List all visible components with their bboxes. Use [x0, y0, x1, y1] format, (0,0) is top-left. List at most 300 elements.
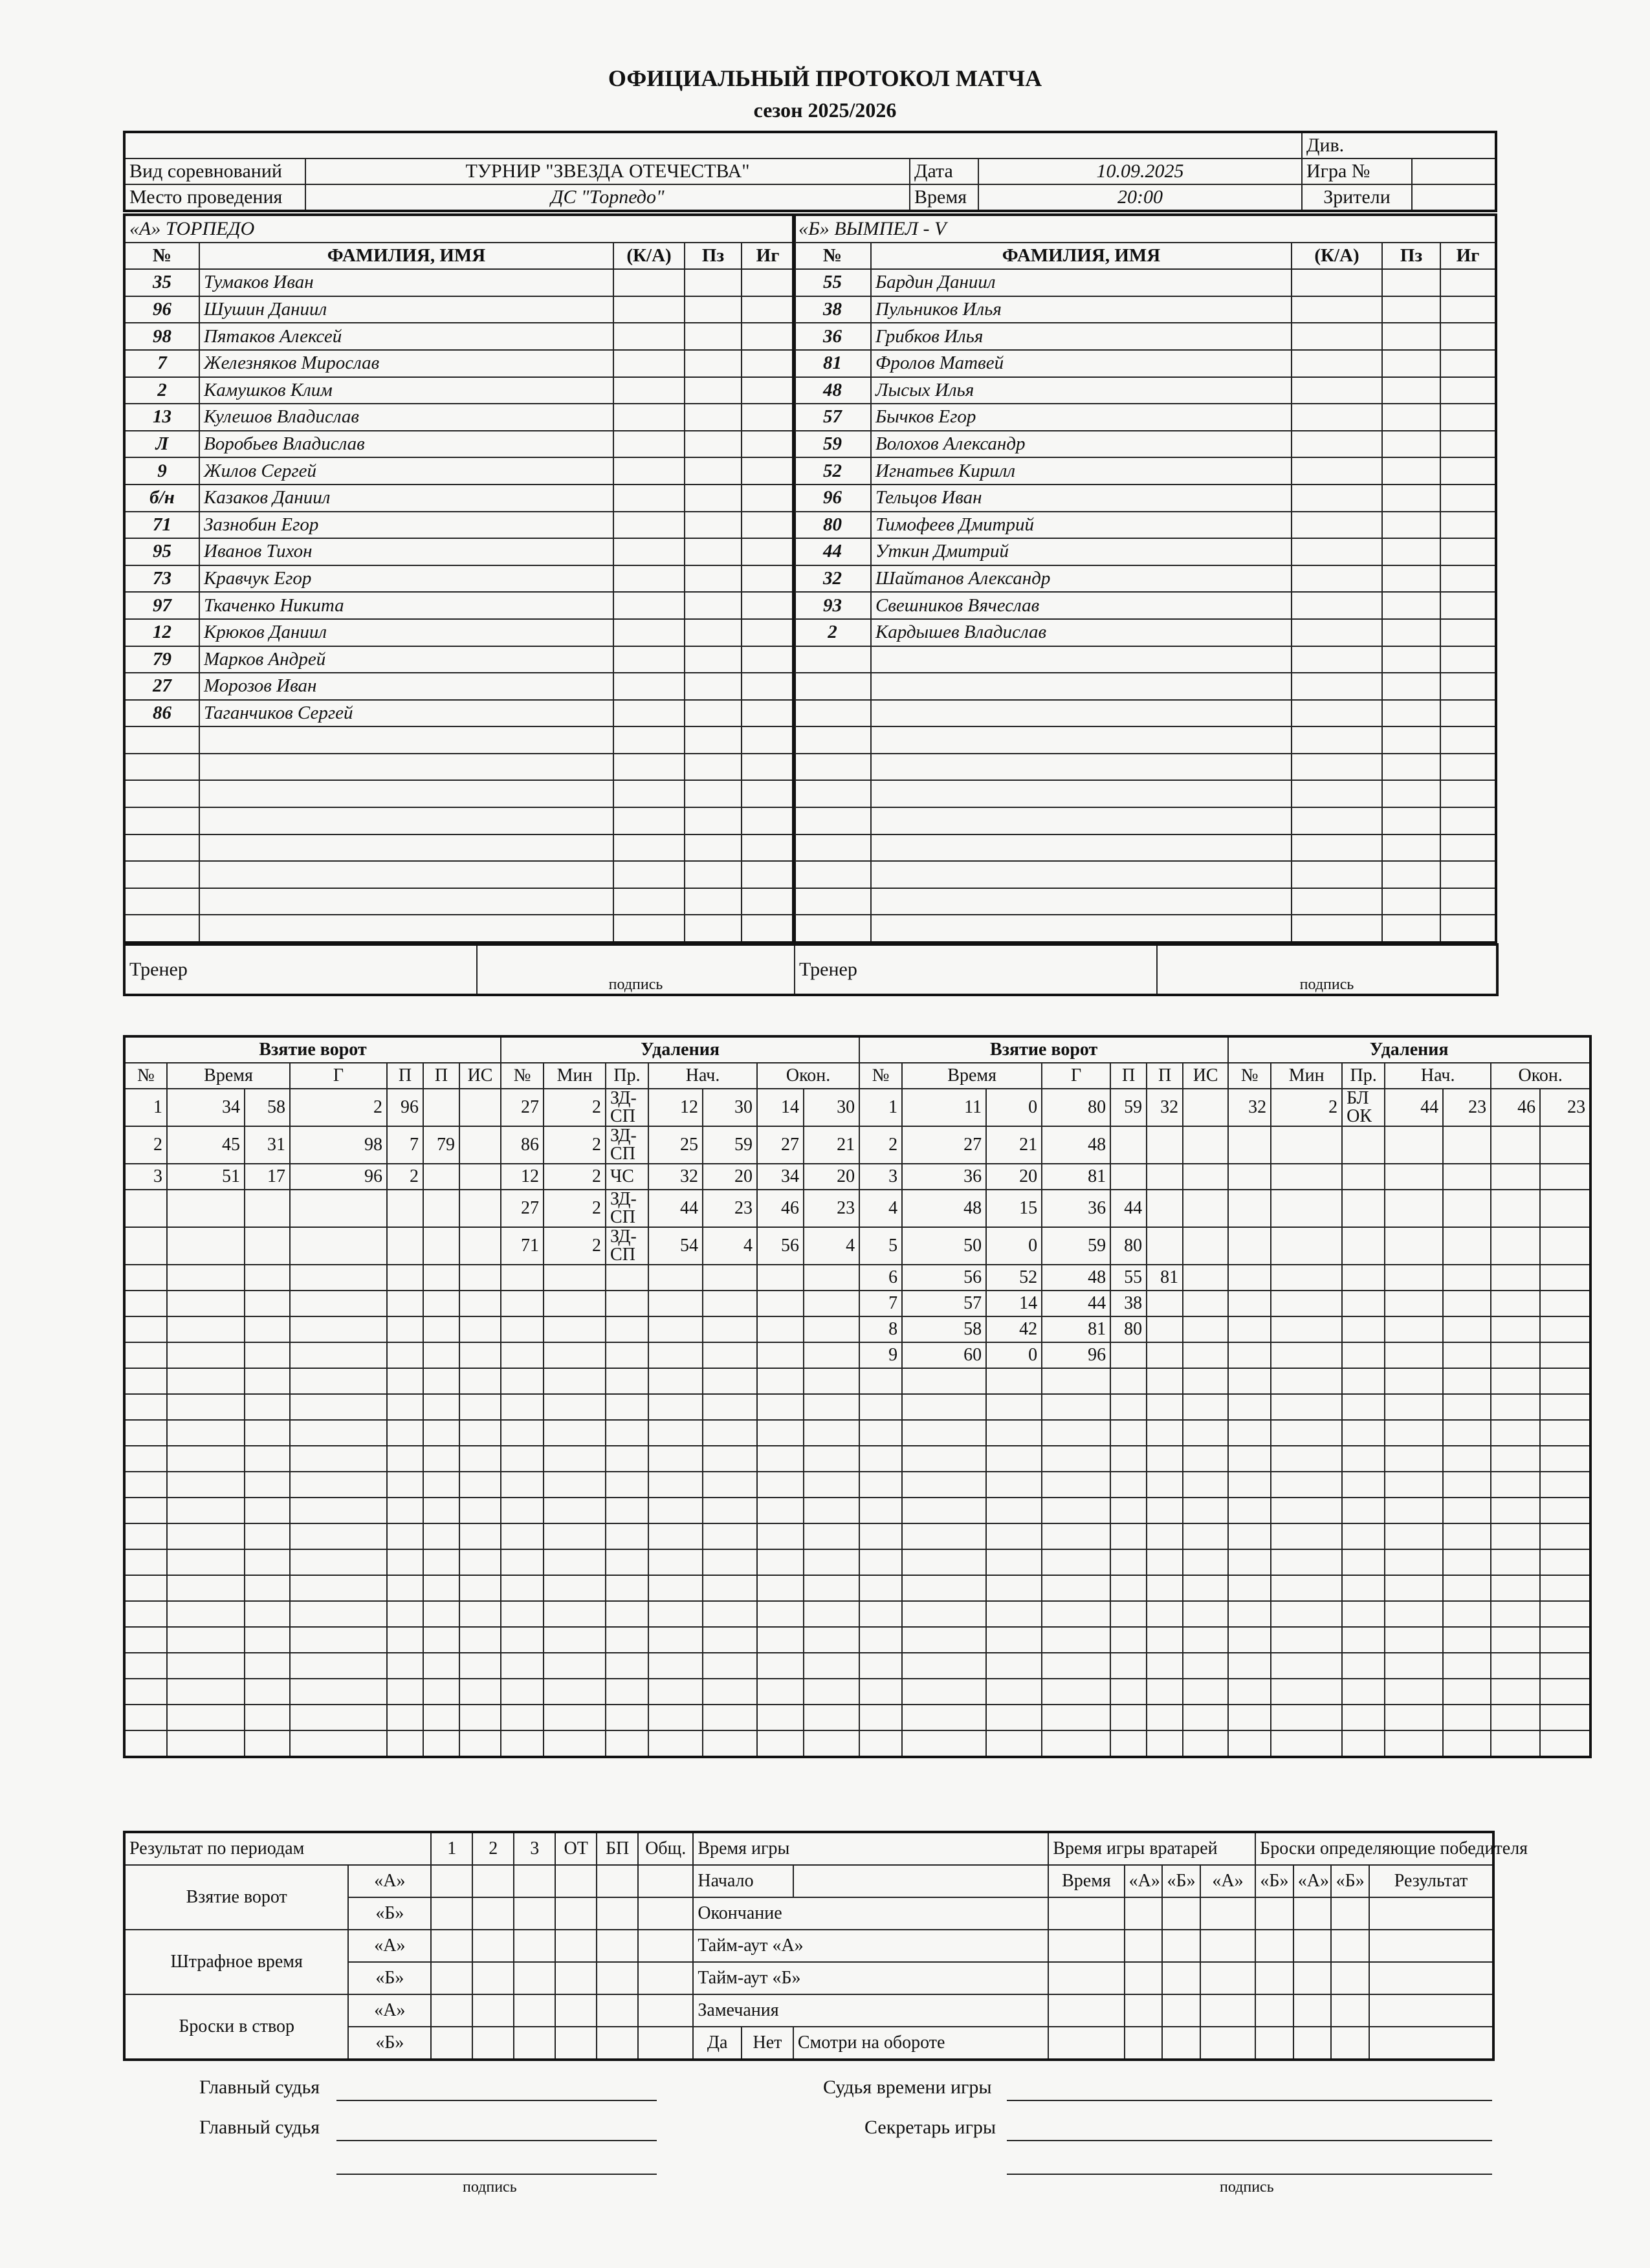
goal-cell: [423, 1394, 459, 1420]
player-pz: [685, 646, 742, 673]
penalty-cell: [606, 1265, 648, 1291]
penalty-cell: [703, 1601, 757, 1627]
roster-row: [124, 269, 795, 296]
player-ka: [613, 269, 685, 296]
goal-cell: [986, 1368, 1042, 1394]
player-ka: [613, 485, 685, 512]
goal-cell: [290, 1705, 387, 1730]
penalty-cell: 20: [703, 1164, 757, 1190]
goal-cell: [290, 1342, 387, 1368]
roster-row: [793, 754, 1496, 781]
penalty-cell: [606, 1498, 648, 1523]
goal-cell: 44: [1042, 1291, 1110, 1316]
penalty-cell: [544, 1549, 606, 1575]
player-number: [793, 780, 871, 807]
penalty-cell: [1540, 1549, 1590, 1575]
player-number: [124, 807, 199, 834]
goal-cell: [245, 1653, 290, 1679]
roster-row: [124, 485, 795, 512]
penalty-cell: [804, 1730, 859, 1757]
player-ig: [742, 350, 795, 377]
penalty-cell: [1228, 1653, 1271, 1679]
penalty-cell: [1385, 1291, 1443, 1316]
player-ig: [742, 404, 795, 431]
penalty-cell: [1491, 1227, 1540, 1265]
penalty-cell: [1271, 1126, 1342, 1164]
goal-cell: [124, 1265, 167, 1291]
player-name: Фролов Матвей: [871, 350, 1292, 377]
goal-cell: [290, 1446, 387, 1472]
goal-cell: [1110, 1164, 1147, 1190]
penalty-cell: [1342, 1472, 1385, 1498]
penalty-cell: 71: [501, 1227, 544, 1265]
chief-referee-2-line: [336, 2140, 657, 2141]
penalty-cell: [703, 1342, 757, 1368]
player-number: [793, 673, 871, 700]
player-pz: [685, 834, 742, 862]
penalty-cell: [1342, 1601, 1385, 1627]
player-name: [199, 780, 613, 807]
event-row: [124, 1316, 1590, 1342]
goal-cell: [1183, 1394, 1228, 1420]
goal-cell: 96: [387, 1089, 423, 1126]
goal-cell: 2: [124, 1126, 167, 1164]
player-ig: [1440, 404, 1496, 431]
goal-cell: [124, 1549, 167, 1575]
player-number: 36: [793, 323, 871, 350]
goal-cell: [859, 1420, 902, 1446]
player-number: [793, 646, 871, 673]
goal-col-header: П: [387, 1063, 423, 1089]
penalty-cell: [1540, 1368, 1590, 1394]
goal-cell: [1110, 1446, 1147, 1472]
penalty-cell: [703, 1420, 757, 1446]
roster-row: [124, 700, 795, 727]
goal-cell: 9: [859, 1342, 902, 1368]
player-ig: [1440, 754, 1496, 781]
player-pz: [685, 350, 742, 377]
goal-cell: 48: [1042, 1265, 1110, 1291]
secretary-sign-line: [1007, 2174, 1492, 2175]
goal-cell: [1042, 1601, 1110, 1627]
penalty-cell: ЗД-СП: [606, 1190, 648, 1227]
goal-cell: [986, 1498, 1042, 1523]
penalty-cell: [1228, 1498, 1271, 1523]
goal-col-header: Время: [167, 1063, 290, 1089]
goal-cell: [423, 1291, 459, 1316]
goal-cell: [423, 1705, 459, 1730]
goal-cell: [1183, 1368, 1228, 1394]
penalty-cell: [1342, 1679, 1385, 1705]
goal-cell: [459, 1227, 501, 1265]
goal-cell: [290, 1227, 387, 1265]
penalty-cell: [648, 1265, 703, 1291]
player-number: 98: [124, 323, 199, 350]
penalty-cell: [501, 1549, 544, 1575]
goal-cell: 1: [859, 1089, 902, 1126]
player-name: Железняков Мирослав: [199, 350, 613, 377]
event-row: [124, 1342, 1590, 1368]
penalty-cell: [501, 1394, 544, 1420]
goal-cell: [167, 1679, 245, 1705]
roster-row: [793, 780, 1496, 807]
goal-cell: [1183, 1705, 1228, 1730]
player-number: 57: [793, 404, 871, 431]
end-label: Окончание: [693, 1897, 1048, 1930]
penalty-cell: [1443, 1705, 1491, 1730]
roster-team-a: [123, 213, 796, 944]
player-ig: [1440, 377, 1496, 404]
goal-cell: [986, 1549, 1042, 1575]
player-ig: [742, 296, 795, 323]
penalty-cell: [1540, 1316, 1590, 1342]
goal-cell: [290, 1575, 387, 1601]
player-pz: [1382, 915, 1440, 943]
event-row: [124, 1394, 1590, 1420]
penalty-cell: [501, 1368, 544, 1394]
goal-cell: [167, 1190, 245, 1227]
penalty-cell: [1443, 1575, 1491, 1601]
goal-cell: [290, 1627, 387, 1653]
penalty-cell: [1271, 1368, 1342, 1394]
roster-row: [793, 377, 1496, 404]
goal-cell: [423, 1190, 459, 1227]
goal-cell: [1110, 1420, 1147, 1446]
penalty-cell: [1540, 1190, 1590, 1227]
player-ka: [1292, 888, 1382, 915]
player-ig: [742, 726, 795, 754]
penalty-cell: [1271, 1164, 1342, 1190]
penalty-cell: [1228, 1291, 1271, 1316]
goal-cell: [459, 1164, 501, 1190]
penalty-cell: [1491, 1291, 1540, 1316]
player-pz: [1382, 457, 1440, 485]
penalty-cell: [703, 1523, 757, 1549]
player-ka: [613, 404, 685, 431]
penalty-cell: [1540, 1420, 1590, 1446]
player-ka: [1292, 350, 1382, 377]
goal-cell: 32: [1147, 1089, 1183, 1126]
venue-label: Место проведения: [124, 184, 305, 211]
penalty-cell: [1443, 1523, 1491, 1549]
event-row: [124, 1291, 1590, 1316]
player-name: [871, 915, 1292, 943]
goal-cell: [986, 1575, 1042, 1601]
penalty-cell: [1271, 1446, 1342, 1472]
penalty-cell: [544, 1730, 606, 1757]
roster-team-b: [792, 213, 1497, 944]
goal-cell: 1: [124, 1089, 167, 1126]
goal-cell: 96: [1042, 1342, 1110, 1368]
team-b-mark: «Б»: [348, 2027, 431, 2060]
event-row: [124, 1227, 1590, 1265]
penalty-cell: [1271, 1342, 1342, 1368]
penalty-cell: [648, 1627, 703, 1653]
penalty-cell: [1228, 1549, 1271, 1575]
goal-cell: [290, 1265, 387, 1291]
player-ka: [613, 323, 685, 350]
goal-cell: [423, 1472, 459, 1498]
penalty-cell: 86: [501, 1126, 544, 1164]
player-name: [871, 834, 1292, 862]
goal-cell: [986, 1653, 1042, 1679]
goal-cell: [902, 1368, 986, 1394]
goal-cell: [986, 1420, 1042, 1446]
player-number: 79: [124, 646, 199, 673]
goal-cell: [423, 1368, 459, 1394]
goal-cell: [290, 1601, 387, 1627]
goal-cell: [459, 1627, 501, 1653]
goal-cell: [1042, 1549, 1110, 1575]
penalty-cell: [648, 1342, 703, 1368]
player-ka: [613, 619, 685, 646]
player-number: 2: [793, 619, 871, 646]
penalty-cell: [804, 1291, 859, 1316]
player-ka: [613, 431, 685, 458]
player-pz: [1382, 565, 1440, 593]
event-row: [124, 1420, 1590, 1446]
penalty-cell: [1443, 1730, 1491, 1757]
game-number-label: Игра №: [1302, 158, 1412, 184]
goal-cell: [290, 1291, 387, 1316]
penalty-cell: 27: [501, 1190, 544, 1227]
penalty-cell: [1342, 1498, 1385, 1523]
player-number: [793, 888, 871, 915]
period-bp: БП: [597, 1832, 638, 1865]
player-name: [199, 834, 613, 862]
goal-cell: [245, 1265, 290, 1291]
player-name: Бычков Егор: [871, 404, 1292, 431]
goal-cell: 60: [902, 1342, 986, 1368]
goal-cell: [167, 1265, 245, 1291]
goal-cell: [167, 1627, 245, 1653]
player-pz: [1382, 404, 1440, 431]
coach-a-sign-label: подпись: [477, 944, 795, 995]
player-pz: [685, 538, 742, 565]
goal-cell: [245, 1730, 290, 1757]
player-ka: [1292, 538, 1382, 565]
penalty-cell: [606, 1394, 648, 1420]
penalty-cell: 30: [804, 1089, 859, 1126]
goal-cell: 5: [859, 1227, 902, 1265]
goal-cell: [1110, 1705, 1147, 1730]
col-pz: Пз: [685, 243, 742, 270]
goal-cell: [1042, 1575, 1110, 1601]
player-number: [124, 834, 199, 862]
penalty-cell: [804, 1627, 859, 1653]
penalty-cell: [501, 1653, 544, 1679]
goal-cell: [1042, 1394, 1110, 1420]
goal-cell: [1042, 1420, 1110, 1446]
player-number: 59: [793, 431, 871, 458]
goal-cell: 3: [859, 1164, 902, 1190]
player-number: [124, 780, 199, 807]
player-pz: [1382, 754, 1440, 781]
roster-row: [124, 565, 795, 593]
player-name: Пятаков Алексей: [199, 323, 613, 350]
player-ig: [1440, 834, 1496, 862]
player-ig: [742, 861, 795, 888]
goal-cell: [459, 1420, 501, 1446]
player-pz: [685, 888, 742, 915]
goal-cell: [387, 1291, 423, 1316]
player-number: [793, 726, 871, 754]
event-row: [124, 1190, 1590, 1227]
penalty-cell: [648, 1679, 703, 1705]
division-label: Див.: [1302, 132, 1496, 158]
player-ig: [1440, 673, 1496, 700]
penalty-cell: [1385, 1190, 1443, 1227]
penalty-cell: [804, 1420, 859, 1446]
penalty-cell: [1385, 1523, 1443, 1549]
penalty-cell: [501, 1730, 544, 1757]
goal-cell: [290, 1498, 387, 1523]
player-ig: [1440, 457, 1496, 485]
goal-cell: [124, 1705, 167, 1730]
penalty-cell: [757, 1394, 804, 1420]
period-3: 3: [514, 1832, 555, 1865]
team-b-mark: «Б»: [348, 1962, 431, 1994]
penalty-cell: [703, 1653, 757, 1679]
goal-cell: [1183, 1523, 1228, 1549]
roster-row: [793, 269, 1496, 296]
player-ig: [1440, 538, 1496, 565]
player-name: [199, 861, 613, 888]
penalty-cell: [501, 1679, 544, 1705]
penalty-cell: [757, 1265, 804, 1291]
penalty-cell: 2: [544, 1089, 606, 1126]
goal-cell: [124, 1575, 167, 1601]
goal-cell: [245, 1705, 290, 1730]
player-name: [871, 700, 1292, 727]
player-name: Казаков Даниил: [199, 485, 613, 512]
goal-cell: [245, 1190, 290, 1227]
penalty-cell: [1342, 1227, 1385, 1265]
penalty-cell: [648, 1368, 703, 1394]
penalty-cell: [703, 1705, 757, 1730]
penalty-cell: [1540, 1653, 1590, 1679]
goal-cell: 7: [859, 1291, 902, 1316]
penalty-cell: [648, 1523, 703, 1549]
roster-row: [124, 646, 795, 673]
penalty-cell: [501, 1523, 544, 1549]
goal-col-header: П: [423, 1063, 459, 1089]
penalty-cell: [1443, 1164, 1491, 1190]
penalty-cell: [606, 1653, 648, 1679]
roster-row: [793, 700, 1496, 727]
goal-cell: [423, 1420, 459, 1446]
player-pz: [685, 377, 742, 404]
player-pz: [685, 807, 742, 834]
goal-cell: [459, 1653, 501, 1679]
player-ig: [1440, 807, 1496, 834]
goal-cell: [124, 1472, 167, 1498]
penalty-cell: [1342, 1164, 1385, 1190]
player-ka: [1292, 592, 1382, 619]
penalty-cell: [703, 1394, 757, 1420]
player-number: [793, 700, 871, 727]
penalty-cell: [501, 1498, 544, 1523]
player-ka: [613, 780, 685, 807]
penalty-cell: [804, 1265, 859, 1291]
goal-cell: [986, 1472, 1042, 1498]
goal-cell: 50: [902, 1227, 986, 1265]
goal-cell: [387, 1730, 423, 1757]
penalty-cell: [501, 1575, 544, 1601]
event-row: [124, 1164, 1590, 1190]
goal-cell: [1110, 1549, 1147, 1575]
goal-cell: 36: [1042, 1190, 1110, 1227]
goal-cell: [423, 1601, 459, 1627]
col-ka: (К/А): [1292, 243, 1382, 270]
goal-cell: [423, 1523, 459, 1549]
player-number: [124, 754, 199, 781]
penalty-cell: [1540, 1575, 1590, 1601]
coach-row: [123, 943, 1499, 996]
penalty-cell: 4: [804, 1227, 859, 1265]
player-pz: [1382, 323, 1440, 350]
penalty-cell: [648, 1730, 703, 1757]
roster-row: [793, 457, 1496, 485]
match-info-table: [123, 131, 1497, 212]
penalty-cell: [1443, 1446, 1491, 1472]
goal-cell: [1147, 1705, 1183, 1730]
penalty-cell: [757, 1575, 804, 1601]
penalty-cell: [1491, 1653, 1540, 1679]
goal-cell: 7: [387, 1126, 423, 1164]
timeout-a-label: Тайм-аут «А»: [693, 1930, 1048, 1962]
competition-label: Вид соревнований: [124, 158, 305, 184]
goal-cell: 34: [167, 1089, 245, 1126]
penalty-cell: БЛ ОК: [1342, 1089, 1385, 1126]
goal-cell: 2: [859, 1126, 902, 1164]
penalty-cell: [757, 1730, 804, 1757]
penalty-cell: [804, 1575, 859, 1601]
player-number: [793, 807, 871, 834]
player-ig: [1440, 565, 1496, 593]
player-number: 48: [793, 377, 871, 404]
so-b-col: «Б»: [1255, 1865, 1293, 1897]
player-name: [871, 726, 1292, 754]
goal-cell: [1110, 1575, 1147, 1601]
penalty-cell: [757, 1420, 804, 1446]
penalty-cell: [1491, 1126, 1540, 1164]
goal-cell: [1147, 1342, 1183, 1368]
player-name: Лысых Илья: [871, 377, 1292, 404]
penalty-cell: [1443, 1291, 1491, 1316]
penalty-cell: [703, 1265, 757, 1291]
player-name: Тельцов Иван: [871, 485, 1292, 512]
goal-col-header: Г: [1042, 1063, 1110, 1089]
goal-cell: 59: [1110, 1089, 1147, 1126]
event-row: [124, 1472, 1590, 1498]
penalty-cell: [1228, 1472, 1271, 1498]
penalty-cell: [703, 1627, 757, 1653]
penalty-cell: [544, 1627, 606, 1653]
penalty-cell: [1385, 1394, 1443, 1420]
penalty-cell: 46: [757, 1190, 804, 1227]
goal-cell: [986, 1523, 1042, 1549]
player-ka: [613, 457, 685, 485]
penalty-cell: ЗД-СП: [606, 1227, 648, 1265]
player-number: 7: [124, 350, 199, 377]
player-name: Воробьев Владислав: [199, 431, 613, 458]
player-pz: [1382, 592, 1440, 619]
so-result-col: Результат: [1369, 1865, 1493, 1897]
penalty-cell: [703, 1291, 757, 1316]
penalty-cell: [648, 1420, 703, 1446]
player-name: Уткин Дмитрий: [871, 538, 1292, 565]
